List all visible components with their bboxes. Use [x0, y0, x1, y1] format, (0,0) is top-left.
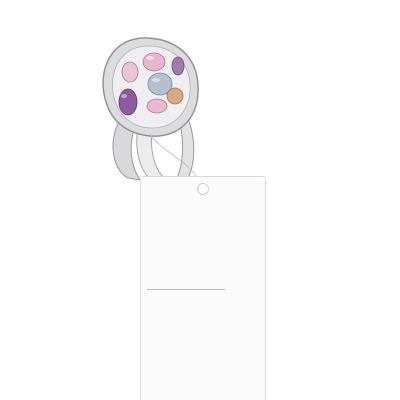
gem-pink-top: [143, 53, 165, 71]
gem-highlight: [121, 94, 127, 98]
gem-amethyst-right: [172, 57, 184, 75]
price-tag: [140, 176, 266, 400]
gem-amethyst-left: [119, 89, 137, 115]
gem-pink-left: [122, 62, 138, 82]
gem-citrine: [167, 88, 183, 104]
gem-pink-bottom: [147, 99, 167, 113]
tag-hole: [197, 183, 209, 195]
ring: [103, 38, 202, 190]
gem-highlight: [146, 56, 154, 60]
tag-separator: [147, 289, 225, 290]
gem-highlight: [152, 78, 160, 82]
barcode: [147, 370, 217, 381]
